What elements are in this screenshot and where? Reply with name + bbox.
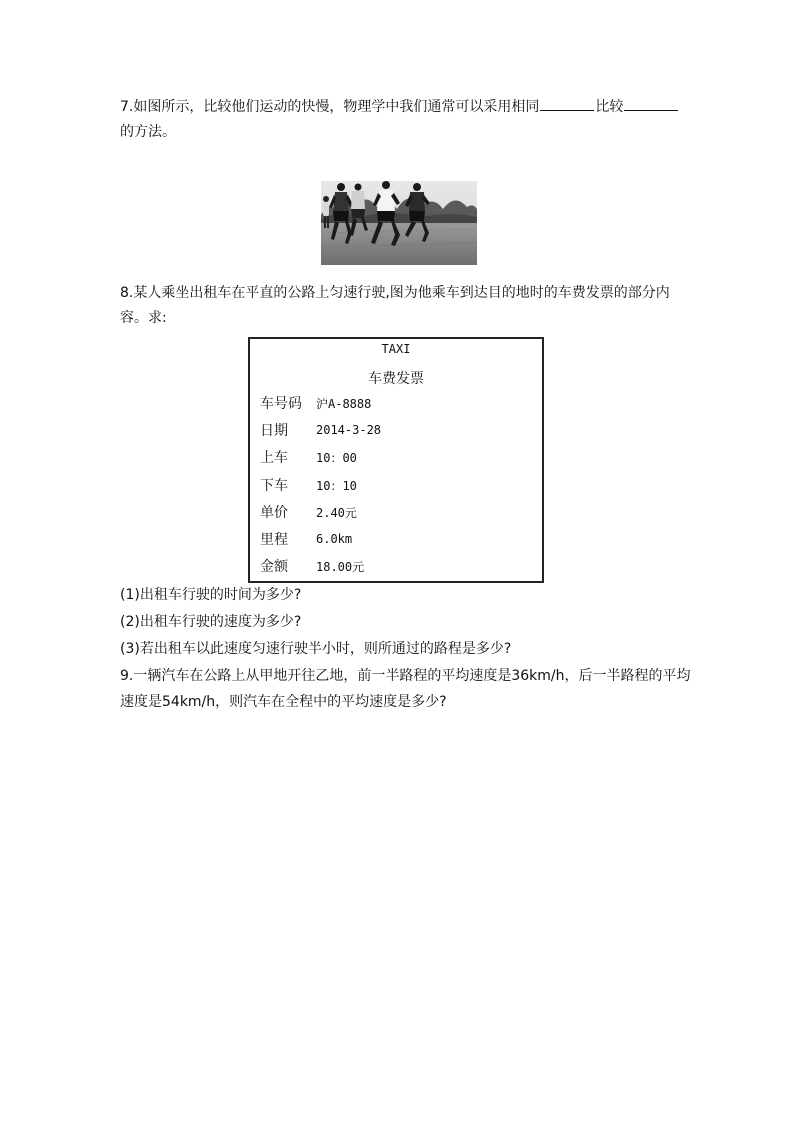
q7-line-2: 的方法。 xyxy=(120,124,176,140)
invoice-row xyxy=(260,502,357,522)
invoice-value: 2.40元 xyxy=(316,505,357,520)
runners-photo xyxy=(321,181,477,265)
runners-photo-image xyxy=(321,181,477,265)
invoice-label: 日期 xyxy=(260,423,288,439)
invoice-label: 里程 xyxy=(260,532,288,548)
q9-line-1: 9.一辆汽车在公路上从甲地开往乙地，前一半路程的平均速度是36km/h，后一半路程的平均 xyxy=(120,668,691,684)
invoice-label: 上车 xyxy=(260,450,288,466)
q8-sub-1: (1)出租车行驶的时间为多少? xyxy=(120,587,302,603)
invoice-value: 沪A-8888 xyxy=(316,396,372,411)
invoice-value: 6.0km xyxy=(316,532,353,546)
invoice-row xyxy=(260,447,357,467)
invoice-label: 下车 xyxy=(260,478,288,494)
q7-text-a: 7.如图所示，比较他们运动的快慢，物理学中我们通常可以采用相同 xyxy=(120,99,540,115)
taxi-invoice xyxy=(248,337,544,583)
q7-blank-1 xyxy=(540,96,594,111)
q9-line-2: 速度是54km/h，则汽车在全程中的平均速度是多少? xyxy=(120,694,447,710)
invoice-row xyxy=(260,556,364,576)
q7-line-1 xyxy=(120,96,679,117)
q7-blank-2 xyxy=(624,96,678,111)
q8-sub-3: (3)若出租车以此速度匀速行驶半小时，则所通过的路程是多少? xyxy=(120,641,512,657)
invoice-title: TAXI xyxy=(381,342,411,356)
invoice-value: 18.00元 xyxy=(316,559,365,574)
q8-line-1: 8.某人乘坐出租车在平直的公路上匀速行驶,图为他乘车到达目的地时的车费发票的部分内 xyxy=(120,285,670,301)
q7-text-b: 比较 xyxy=(595,99,624,115)
invoice-label: 车号码 xyxy=(260,396,302,412)
invoice-label: 单价 xyxy=(260,505,288,521)
q8-sub-2: (2)出租车行驶的速度为多少? xyxy=(120,614,302,630)
invoice-label: 金额 xyxy=(260,559,288,575)
invoice-row xyxy=(260,529,352,549)
invoice-row xyxy=(260,420,381,440)
invoice-value: 2014-3-28 xyxy=(316,423,382,437)
invoice-subtitle: 车费发票 xyxy=(368,371,424,387)
q8-line-2: 容。求: xyxy=(120,310,167,326)
invoice-value: 10：00 xyxy=(316,450,357,465)
invoice-row xyxy=(260,393,371,413)
invoice-value: 10：10 xyxy=(316,478,357,493)
invoice-row xyxy=(260,475,357,495)
